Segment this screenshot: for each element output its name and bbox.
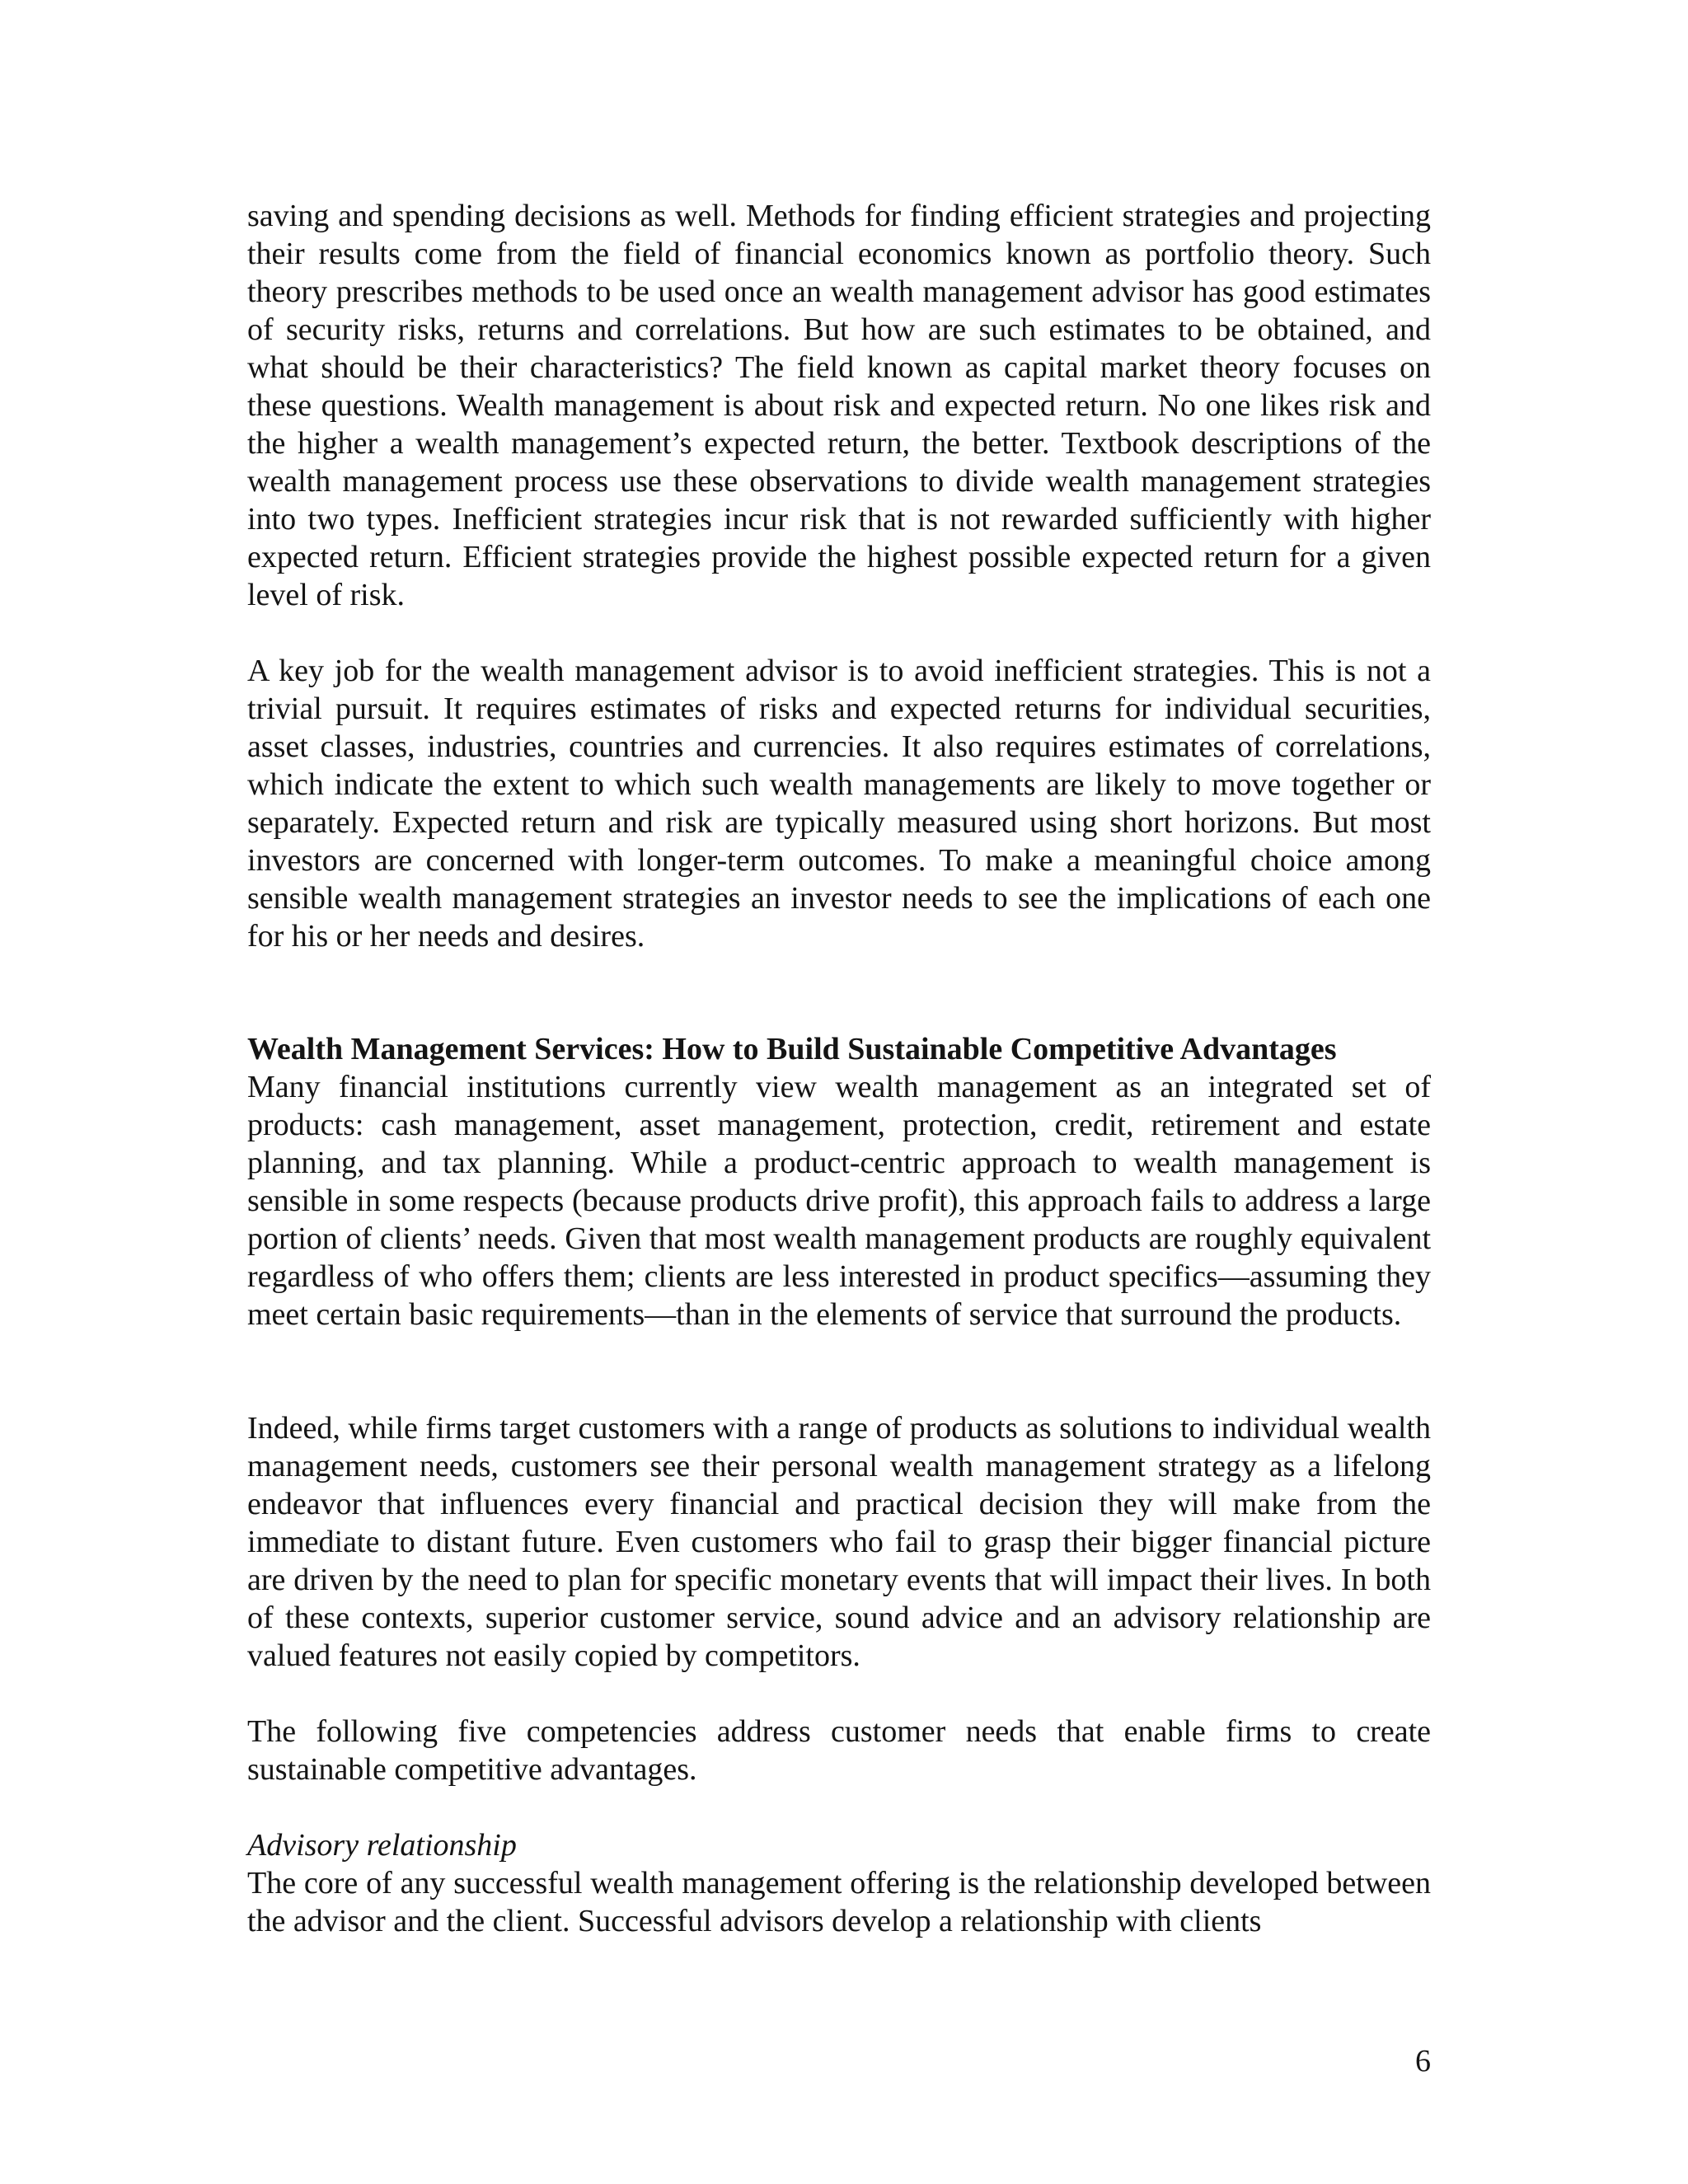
body-paragraph: A key job for the wealth management advisor is to avoid inefficient strategies. This is not a trivial pursuit. It requires estimates of risks and expected returns for individual securities, asset classes, industries, countries and currencies. It also requires estimates of correlations, which indicate the extent to which such wealth managements are likely to move together or separately. Expected return and risk are typically measured using short horizons. But most investors are concerned with longer-term outcomes. To make a meaningful choice among sensible wealth management strategies an investor needs to see the implications of each one for his or her needs and desires. xyxy=(247,654,1431,954)
body-paragraph: Many financial institutions currently view wealth management as an integrated set of products: cash management, asset management, protection, credit, retirement and estate planning, and tax planning. While a product-centric approach to wealth management is sensible in some respects (because products drive profit), this approach fails to address a large portion of clients’ needs. Given that most wealth management products are roughly equivalent regardless of who offers them; clients are less interested in product specifics—assuming they meet certain basic requirements—than in the elements of service that surround the products. xyxy=(247,1070,1431,1332)
body-paragraph: saving and spending decisions as well. Methods for finding efficient strategies and projecting their results come from the field of financial economics known as portfolio theory. Such theory prescribes methods to be used once an wealth management advisor has good estimates of security risks, returns and correlations. But how are such estimates to be obtained, and what should be their characteristics? The field known as capital market theory focuses on these questions. Wealth management is about risk and expected return. No one likes risk and the higher a wealth management’s expected return, the better. Textbook descriptions of the wealth management process use these observations to divide wealth management strategies into two types. Inefficient strategies incur risk that is not rewarded sufficiently with higher expected return. Efficient strategies provide the highest possible expected return for a given level of risk. xyxy=(247,199,1431,612)
section-heading: Wealth Management Services: How to Build Sustainable Competitive Advantages xyxy=(247,1032,1337,1066)
body-paragraph: The core of any successful wealth management offering is the relationship developed between the advisor and the client. Successful advisors develop a relationship with clients xyxy=(247,1866,1431,1938)
body-paragraph: Indeed, while firms target customers with a range of products as solutions to individual wealth management needs, customers see their personal wealth management strategy as a lifelong endeavor that influences every financial and practical decision they will make from the immediate to distant future. Even customers who fail to grasp their bigger financial picture are driven by the need to plan for specific monetary events that will impact their lives. In both of these contexts, superior customer service, sound advice and an advisory relationship are valued features not easily copied by competitors. xyxy=(247,1411,1431,1673)
body-paragraph: The following five competencies address customer needs that enable firms to create sustainable competitive advantages. xyxy=(247,1714,1431,1787)
subsection-heading: Advisory relationship xyxy=(247,1828,517,1863)
page-number: 6 xyxy=(1415,2044,1431,2079)
